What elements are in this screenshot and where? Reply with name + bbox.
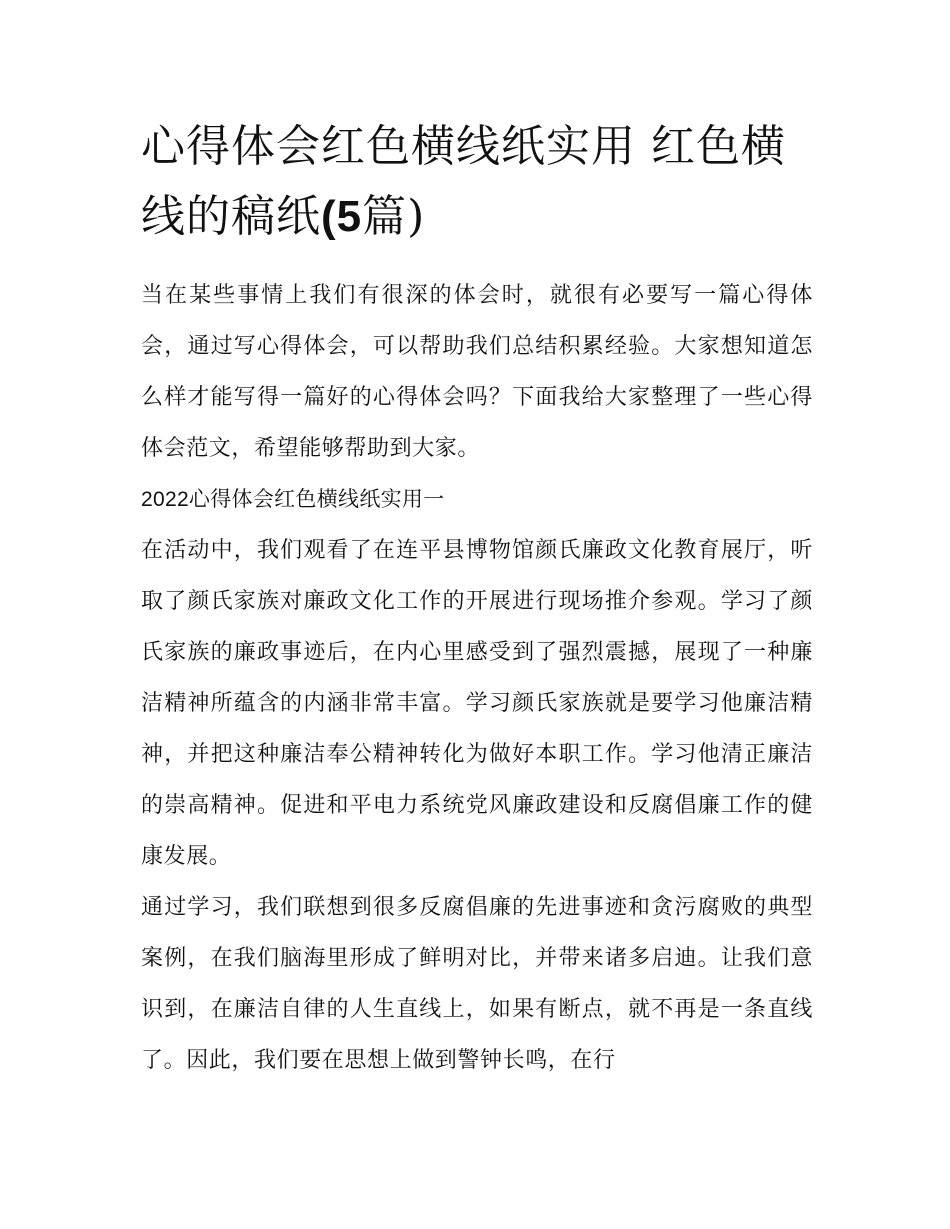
document-page [141, 112, 813, 1086]
document-title-count: (5 [321, 192, 363, 241]
section-heading-text: 心得体会红色横线纸实用一 [188, 487, 445, 511]
section-heading [141, 474, 813, 525]
document-title-end: 篇) [362, 191, 426, 242]
document-title [141, 112, 813, 252]
body-paragraph-2: 通过学习，我们联想到很多反腐倡廉的先进事迹和贪污腐败的典型案例，在我们脑海里形成了鲜明对比，并带来诸多启迪。让我们意识到，在廉洁自律的人生直线上，如果有断点，就不再是一条直线了。因此，我们要在思想上做到警钟长鸣，在行 [141, 895, 813, 1073]
document-title-main: 心得体会红色横线纸实用 红色横线的稿纸 [141, 121, 786, 242]
intro-paragraph: 当在某些事情上我们有很深的体会时，就很有必要写一篇心得体会，通过写心得体会，可以帮助我们总结积累经验。大家想知道怎么样才能写得一篇好的心得体会吗？下面我给大家整理了一些心得体会范文，希望能够帮助到大家。 [141, 283, 813, 461]
document-body [141, 270, 813, 1086]
section-heading-year: 2022 [141, 488, 189, 511]
body-paragraph-1: 在活动中，我们观看了在连平县博物馆颜氏廉政文化教育展厅，听取了颜氏家族对廉政文化工作的开展进行现场推介参观。学习了颜氏家族的廉政事迹后，在内心里感受到了强烈震撼，展现了一种廉洁精神所蕴含的内涵非常丰富。学习颜氏家族就是要学习他廉洁精神，并把这种廉洁奉公精神转化为做好本职工作。学习他清正廉洁的崇高精神。促进和平电力系统党风廉政建设和反腐倡廉工作的健康发展。 [141, 538, 813, 869]
